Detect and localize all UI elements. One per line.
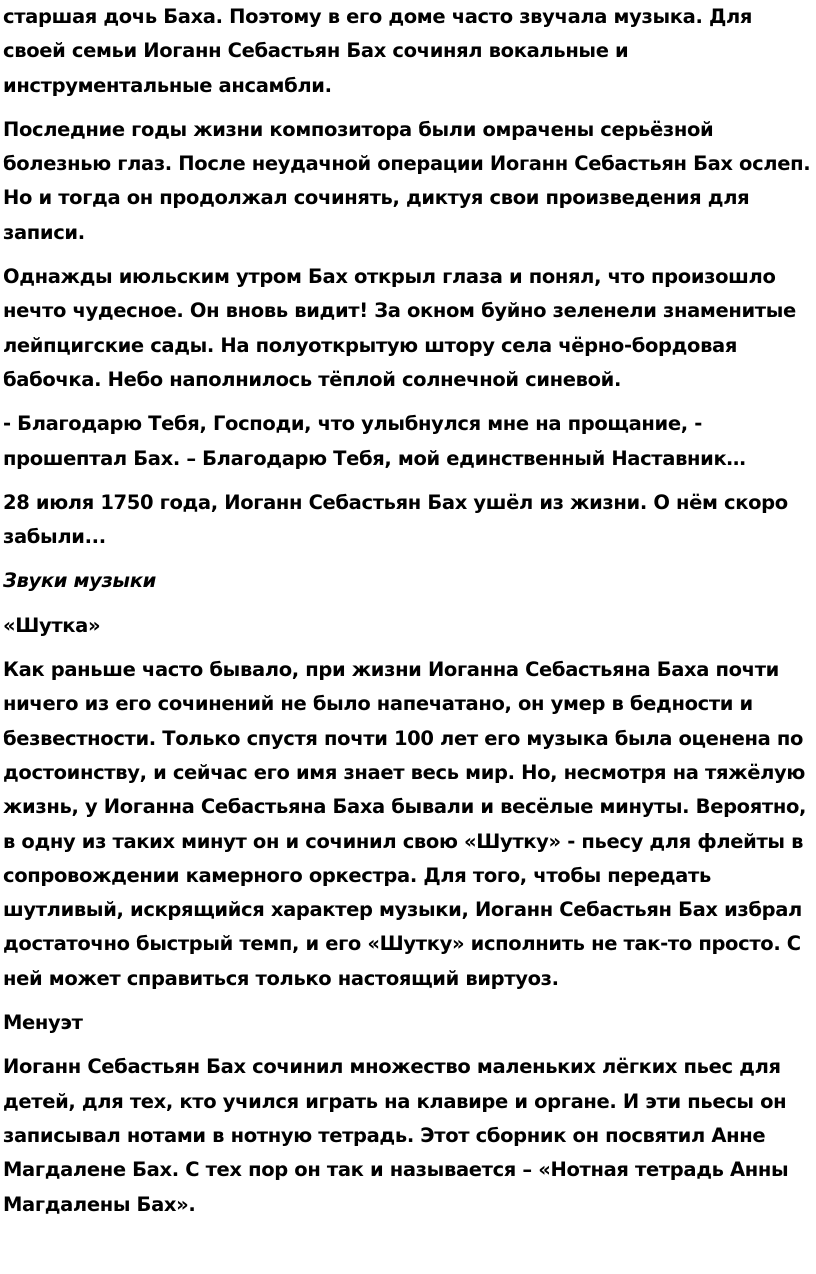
paragraph-minuet-description: Иоганн Себастьян Бах сочинил множество маленьких лёгких пьес для детей, для тех, кто учился играть на клавире и органе. И эти пьесы он записывал нотами в нотную тетрадь. Этот сборник он посвятил Анне Магдалене Бах. С тех пор он так и называется – «Нотная тетрадь Анны Магдалены Бах». (3, 1055, 789, 1216)
section-heading-sounds-of-music: Звуки музыки (3, 569, 156, 593)
heading-joke: «Шутка» (3, 613, 101, 637)
paragraph-farewell-prayer: - Благодарю Тебя, Господи, что улыбнулся мне на прощание, - прошептал Бах. – Благодарю Тебя, мой единственный Наставник… (3, 412, 746, 470)
paragraph-joke-description: Как раньше часто бывало, при жизни Иоганна Себастьяна Баха почти ничего из его сочинений не было напечатано, он умер в бедности и безвестности. Только спустя почти 100 лет его музыка была оценена по достоинству, и сейчас его имя знает весь мир. Но, несмотря на тяжёлую жизнь, у Иоганна Себастьяна Баха бывали и весёлые минуты. Вероятно, в одну из таких минут он и сочинил свою «Шутку» - пьесу для флейты в сопровождении камерного оркестра. Для того, чтобы передать шутливый, искрящийся характер музыки, Иоганн Себастьян Бах избрал достаточно быстрый темп, и его «Шутку» исполнить не так-то просто. С ней может справиться только настоящий виртуоз. (3, 658, 807, 990)
paragraph-death-date: 28 июля 1750 года, Иоганн Себастьян Бах ушёл из жизни. О нём скоро забыли... (3, 490, 788, 549)
paragraph-last-years: Последние годы жизни композитора были омрачены серьёзной болезнью глаз. После неудачной операции Иоганн Себастьян Бах ослеп. Но и тогда он продолжал сочинять, диктуя свои произведения для записи. (3, 117, 811, 244)
paragraph-family-ensembles: старшая дочь Баха. Поэтому в его доме часто звучала музыка. Для своей семьи Иоганн Себастьян Бах сочинял вокальные и инструментальные ансамбли. (3, 5, 753, 97)
document-page (3, 0, 811, 1232)
heading-minuet: Менуэт (3, 1011, 83, 1035)
paragraph-july-morning: Однажды июльским утром Бах открыл глаза и понял, что произошло нечто чудесное. Он вновь видит! За окном буйно зеленели знаменитые лейпцигские сады. На полуоткрытую штору села чёрно-бордовая бабочка. Небо наполнилось тёплой солнечной синевой. (3, 265, 796, 391)
